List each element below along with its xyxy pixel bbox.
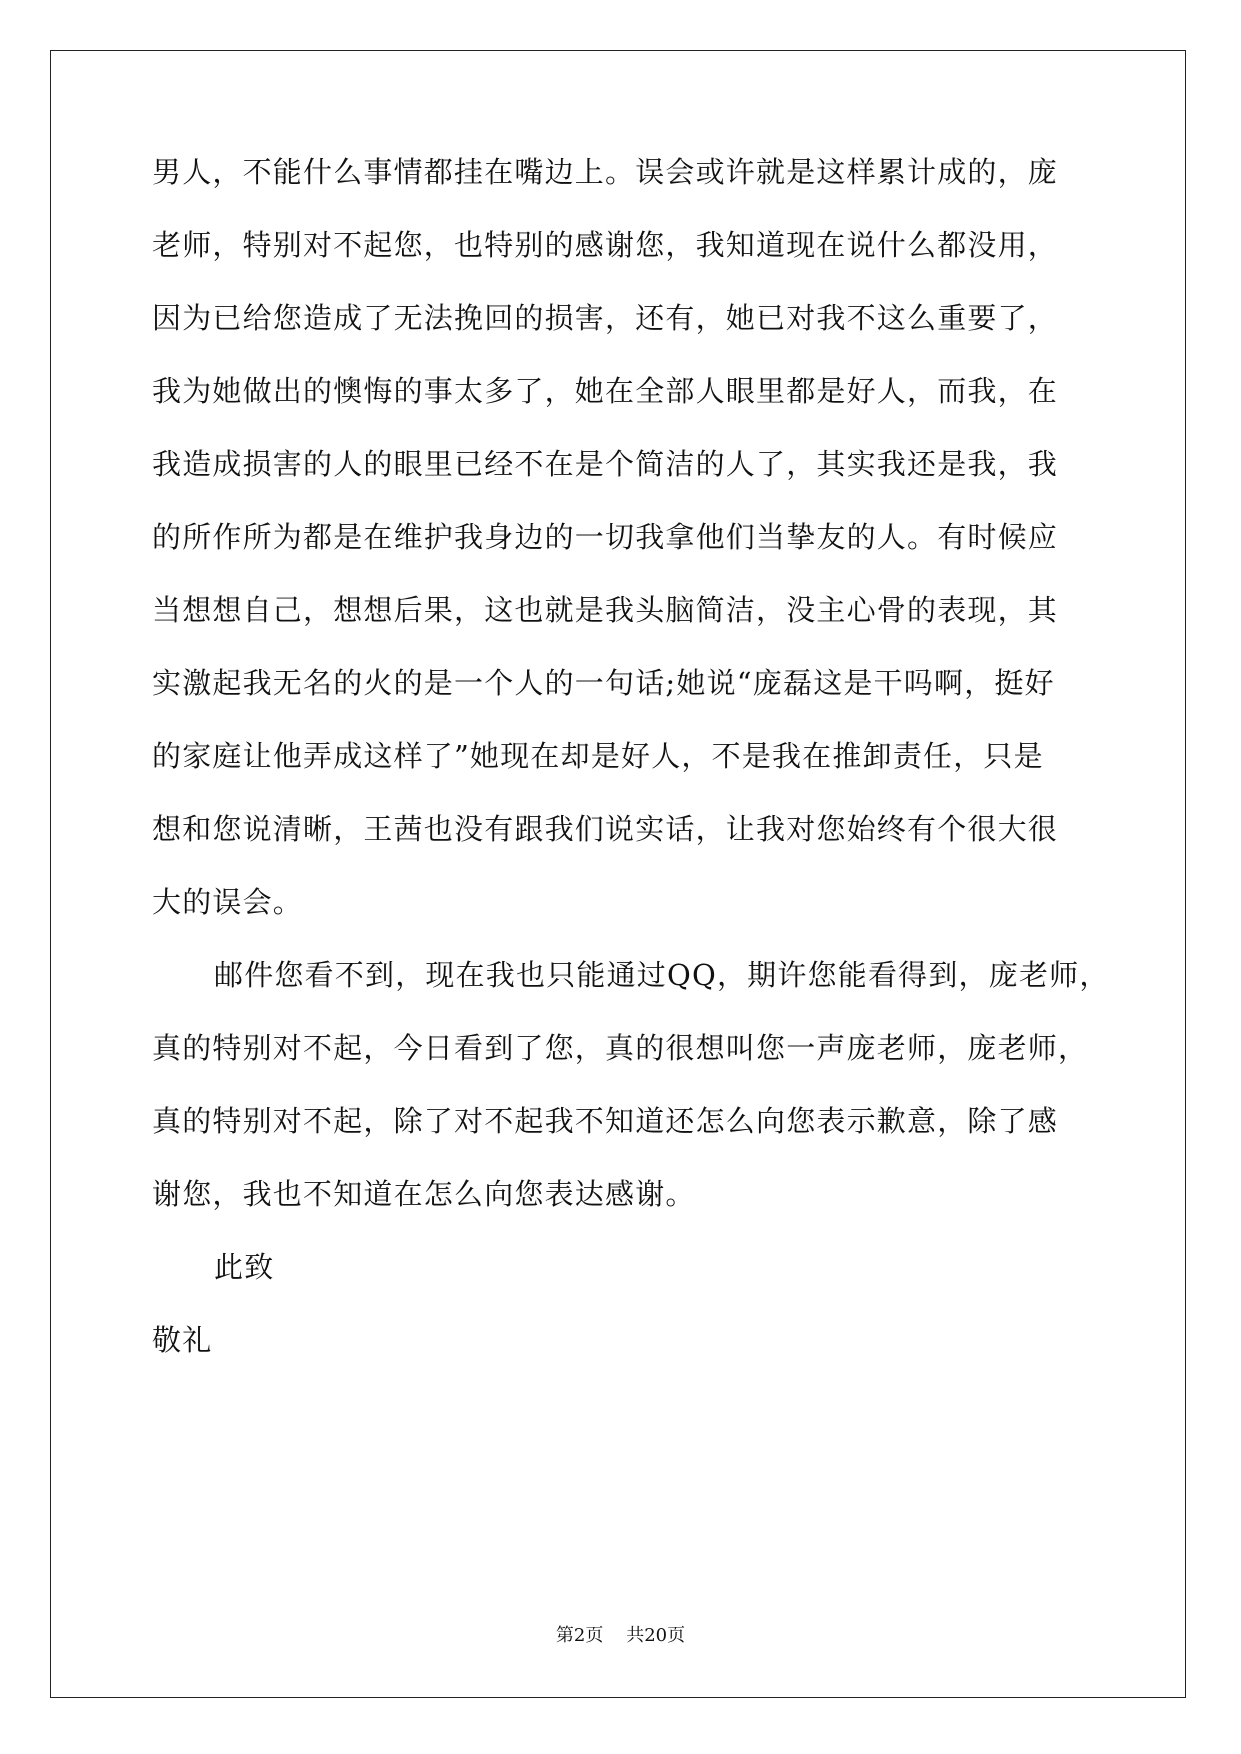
text-line: 真的特别对不起，今日看到了您，真的很想叫您一声庞老师，庞老师，: [152, 1031, 1089, 1065]
text-line: 谢您，我也不知道在怎么向您表达感谢。: [152, 1177, 696, 1211]
salutation-line: 敬礼: [152, 1323, 213, 1357]
text-line: 当想想自己，想想后果，这也就是我头脑简洁，没主心骨的表现，其: [152, 593, 1059, 627]
text-line: 邮件您看不到，现在我也只能通过QQ，期许您能看得到，庞老师，: [214, 958, 1110, 992]
text-line: 的所作所为都是在维护我身边的一切我拿他们当挚友的人。有时候应: [152, 520, 1059, 554]
page-total: 共20页: [626, 1625, 686, 1646]
text-line: 实激起我无名的火的是一个人的一句话;她说“庞磊这是干吗啊，挺好: [152, 666, 1055, 700]
text-line: 我造成损害的人的眼里已经不在是个简洁的人了，其实我还是我，我: [152, 447, 1059, 481]
text-line: 男人，不能什么事情都挂在嘴边上。误会或许就是这样累计成的，庞: [152, 155, 1059, 189]
text-line: 我为她做出的懊悔的事太多了，她在全部人眼里都是好人，而我，在: [152, 374, 1059, 408]
closing-line: 此致: [214, 1250, 275, 1284]
text-line: 想和您说清晰，王茜也没有跟我们说实话，让我对您始终有个很大很: [152, 812, 1059, 846]
page-footer: [0, 1624, 1241, 1648]
text-line: 真的特别对不起，除了对不起我不知道还怎么向您表示歉意，除了感: [152, 1104, 1059, 1138]
text-line: 老师，特别对不起您，也特别的感谢您，我知道现在说什么都没用，: [152, 228, 1059, 262]
text-line: 的家庭让他弄成这样了”她现在却是好人，不是我在推卸责任，只是: [152, 739, 1044, 773]
text-line: 因为已给您造成了无法挽回的损害，还有，她已对我不这么重要了，: [152, 301, 1059, 335]
text-line: 大的误会。: [152, 885, 304, 919]
page-number: 第2页: [555, 1625, 604, 1646]
